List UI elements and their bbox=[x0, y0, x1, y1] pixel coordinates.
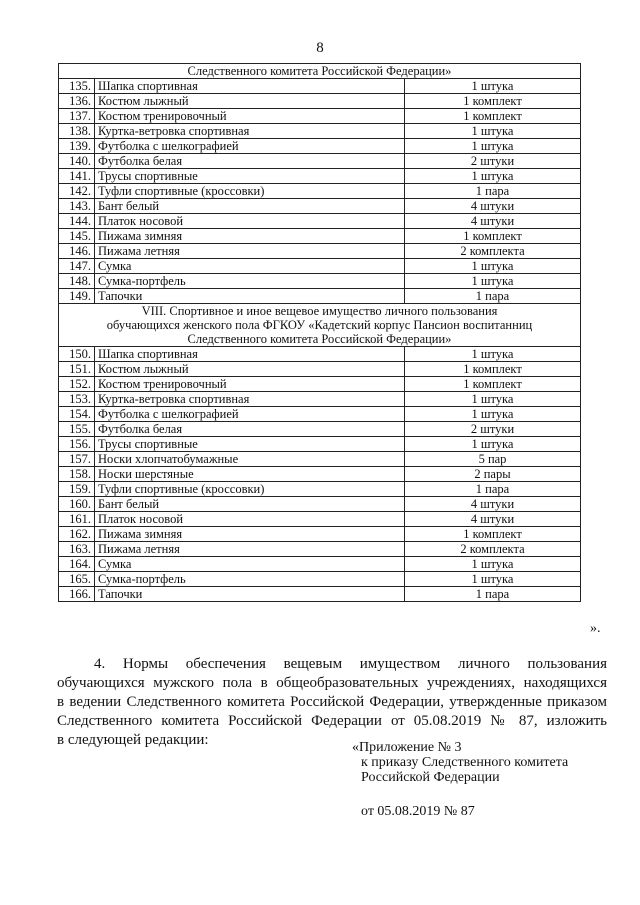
table-row bbox=[59, 124, 581, 139]
row-number: 166. bbox=[59, 587, 95, 602]
row-number: 158. bbox=[59, 467, 95, 482]
item-name: Сумка-портфель bbox=[95, 274, 405, 289]
item-quantity: 1 штука bbox=[405, 139, 581, 154]
item-name: Трусы спортивные bbox=[95, 437, 405, 452]
item-name: Платок носовой bbox=[95, 512, 405, 527]
item-name: Пижама летняя bbox=[95, 244, 405, 259]
section-header-line: обучающихся женского пола ФГКОУ «Кадетский корпус Пансион воспитанниц bbox=[106, 318, 533, 332]
table-row bbox=[59, 452, 581, 467]
table-row bbox=[59, 214, 581, 229]
row-number: 142. bbox=[59, 184, 95, 199]
item-quantity: 1 штука bbox=[405, 392, 581, 407]
item-name: Шапка спортивная bbox=[95, 79, 405, 94]
table-row bbox=[59, 259, 581, 274]
section-header-row bbox=[59, 304, 581, 347]
item-quantity: 2 комплекта bbox=[405, 542, 581, 557]
item-name: Сумка bbox=[95, 557, 405, 572]
table-row bbox=[59, 94, 581, 109]
item-name: Платок носовой bbox=[95, 214, 405, 229]
item-name: Туфли спортивные (кроссовки) bbox=[95, 184, 405, 199]
table-row bbox=[59, 422, 581, 437]
table-row bbox=[59, 199, 581, 214]
item-quantity: 1 штука bbox=[405, 407, 581, 422]
item-name: Футболка с шелкографией bbox=[95, 407, 405, 422]
row-number: 147. bbox=[59, 259, 95, 274]
item-name: Тапочки bbox=[95, 289, 405, 304]
item-quantity: 1 комплект bbox=[405, 109, 581, 124]
section-header-line: Следственного комитета Российской Федерации» bbox=[187, 332, 452, 346]
table-row bbox=[59, 512, 581, 527]
table-row bbox=[59, 169, 581, 184]
table-row bbox=[59, 437, 581, 452]
row-number: 161. bbox=[59, 512, 95, 527]
closing-quote: ». bbox=[590, 621, 601, 636]
paragraph-line: Следственного комитета Российской Федерации от 05.08.2019 № 87, изложить bbox=[57, 713, 607, 729]
item-quantity: 4 штуки bbox=[405, 512, 581, 527]
item-name: Шапка спортивная bbox=[95, 347, 405, 362]
item-name: Бант белый bbox=[95, 497, 405, 512]
appendix-date: от 05.08.2019 № 87 bbox=[361, 804, 475, 819]
item-quantity: 1 штука bbox=[405, 169, 581, 184]
item-name: Носки хлопчатобумажные bbox=[95, 452, 405, 467]
item-quantity: 2 пары bbox=[405, 467, 581, 482]
paragraph-line: в следующей редакции: bbox=[57, 732, 209, 748]
items-table bbox=[58, 63, 581, 602]
table-row bbox=[59, 482, 581, 497]
item-quantity: 4 штуки bbox=[405, 497, 581, 512]
table-row bbox=[59, 347, 581, 362]
row-number: 156. bbox=[59, 437, 95, 452]
item-quantity: 1 штука bbox=[405, 79, 581, 94]
row-number: 139. bbox=[59, 139, 95, 154]
item-name: Носки шерстяные bbox=[95, 467, 405, 482]
row-number: 143. bbox=[59, 199, 95, 214]
row-number: 145. bbox=[59, 229, 95, 244]
item-quantity: 4 штуки bbox=[405, 214, 581, 229]
item-name: Пижама зимняя bbox=[95, 229, 405, 244]
item-quantity: 1 штука bbox=[405, 347, 581, 362]
table-row bbox=[59, 527, 581, 542]
item-quantity: 1 штука bbox=[405, 259, 581, 274]
table-row bbox=[59, 244, 581, 259]
item-name: Костюм лыжный bbox=[95, 94, 405, 109]
section-header-line: VIII. Спортивное и иное вещевое имущество личного пользования bbox=[141, 304, 498, 318]
item-quantity: 1 пара bbox=[405, 587, 581, 602]
item-quantity: 2 штуки bbox=[405, 422, 581, 437]
row-number: 138. bbox=[59, 124, 95, 139]
item-name: Туфли спортивные (кроссовки) bbox=[95, 482, 405, 497]
table-row bbox=[59, 377, 581, 392]
table-row bbox=[59, 497, 581, 512]
item-name: Сумка bbox=[95, 259, 405, 274]
item-quantity: 1 комплект bbox=[405, 527, 581, 542]
row-number: 150. bbox=[59, 347, 95, 362]
table-row bbox=[59, 109, 581, 124]
item-quantity: 2 штуки bbox=[405, 154, 581, 169]
row-number: 137. bbox=[59, 109, 95, 124]
section-header bbox=[59, 304, 581, 347]
table-row bbox=[59, 572, 581, 587]
item-name: Сумка-портфель bbox=[95, 572, 405, 587]
item-quantity: 2 комплекта bbox=[405, 244, 581, 259]
item-name: Куртка-ветровка спортивная bbox=[95, 124, 405, 139]
row-number: 140. bbox=[59, 154, 95, 169]
table-row bbox=[59, 557, 581, 572]
item-quantity: 1 штука bbox=[405, 437, 581, 452]
row-number: 163. bbox=[59, 542, 95, 557]
row-number: 165. bbox=[59, 572, 95, 587]
table-row bbox=[59, 392, 581, 407]
table-row bbox=[59, 289, 581, 304]
item-quantity: 1 пара bbox=[405, 482, 581, 497]
row-number: 151. bbox=[59, 362, 95, 377]
table-row bbox=[59, 362, 581, 377]
table-row bbox=[59, 542, 581, 557]
row-number: 153. bbox=[59, 392, 95, 407]
table-row bbox=[59, 79, 581, 94]
row-number: 160. bbox=[59, 497, 95, 512]
appendix-title: «Приложение № 3 bbox=[352, 740, 462, 755]
paragraph-line: в ведении Следственного комитета Российской Федерации, утвержденные приказом bbox=[57, 694, 607, 710]
table-row bbox=[59, 587, 581, 602]
table-row bbox=[59, 274, 581, 289]
item-quantity: 1 комплект bbox=[405, 377, 581, 392]
appendix-reference bbox=[352, 740, 568, 819]
item-name: Футболка белая bbox=[95, 422, 405, 437]
table-row bbox=[59, 184, 581, 199]
row-number: 144. bbox=[59, 214, 95, 229]
row-number: 154. bbox=[59, 407, 95, 422]
row-number: 149. bbox=[59, 289, 95, 304]
row-number: 152. bbox=[59, 377, 95, 392]
appendix-line: к приказу Следственного комитета bbox=[361, 755, 569, 770]
row-number: 135. bbox=[59, 79, 95, 94]
item-name: Куртка-ветровка спортивная bbox=[95, 392, 405, 407]
row-number: 159. bbox=[59, 482, 95, 497]
page-number: 8 bbox=[316, 40, 324, 56]
item-quantity: 1 штука bbox=[405, 557, 581, 572]
item-quantity: 1 штука bbox=[405, 124, 581, 139]
item-quantity: 4 штуки bbox=[405, 199, 581, 214]
table-row bbox=[59, 407, 581, 422]
row-number: 157. bbox=[59, 452, 95, 467]
item-name: Футболка с шелкографией bbox=[95, 139, 405, 154]
item-name: Костюм лыжный bbox=[95, 362, 405, 377]
row-number: 155. bbox=[59, 422, 95, 437]
table-row bbox=[59, 139, 581, 154]
item-name: Пижама летняя bbox=[95, 542, 405, 557]
item-quantity: 1 комплект bbox=[405, 362, 581, 377]
item-quantity: 1 штука bbox=[405, 572, 581, 587]
item-name: Футболка белая bbox=[95, 154, 405, 169]
item-name: Тапочки bbox=[95, 587, 405, 602]
item-name: Костюм тренировочный bbox=[95, 109, 405, 124]
paragraph-line: 4. Нормы обеспечения вещевым имуществом личного пользования bbox=[94, 656, 607, 672]
item-name: Костюм тренировочный bbox=[95, 377, 405, 392]
item-name: Бант белый bbox=[95, 199, 405, 214]
item-quantity: 1 комплект bbox=[405, 229, 581, 244]
row-number: 146. bbox=[59, 244, 95, 259]
item-quantity: 1 пара bbox=[405, 289, 581, 304]
table-continuation-row bbox=[59, 64, 581, 79]
paragraph-line: обучающихся мужского пола в общеобразовательных учреждениях, находящихся bbox=[57, 675, 607, 691]
row-number: 148. bbox=[59, 274, 95, 289]
table-continuation-header: Следственного комитета Российской Федерации» bbox=[59, 64, 581, 79]
item-name: Пижама зимняя bbox=[95, 527, 405, 542]
paragraph-4 bbox=[57, 655, 607, 750]
table-row bbox=[59, 154, 581, 169]
table-row bbox=[59, 229, 581, 244]
row-number: 162. bbox=[59, 527, 95, 542]
appendix-line: Российской Федерации bbox=[361, 770, 500, 785]
item-quantity: 1 комплект bbox=[405, 94, 581, 109]
row-number: 141. bbox=[59, 169, 95, 184]
item-name: Трусы спортивные bbox=[95, 169, 405, 184]
row-number: 164. bbox=[59, 557, 95, 572]
item-quantity: 1 пара bbox=[405, 184, 581, 199]
row-number: 136. bbox=[59, 94, 95, 109]
item-quantity: 1 штука bbox=[405, 274, 581, 289]
table-row bbox=[59, 467, 581, 482]
item-quantity: 5 пар bbox=[405, 452, 581, 467]
